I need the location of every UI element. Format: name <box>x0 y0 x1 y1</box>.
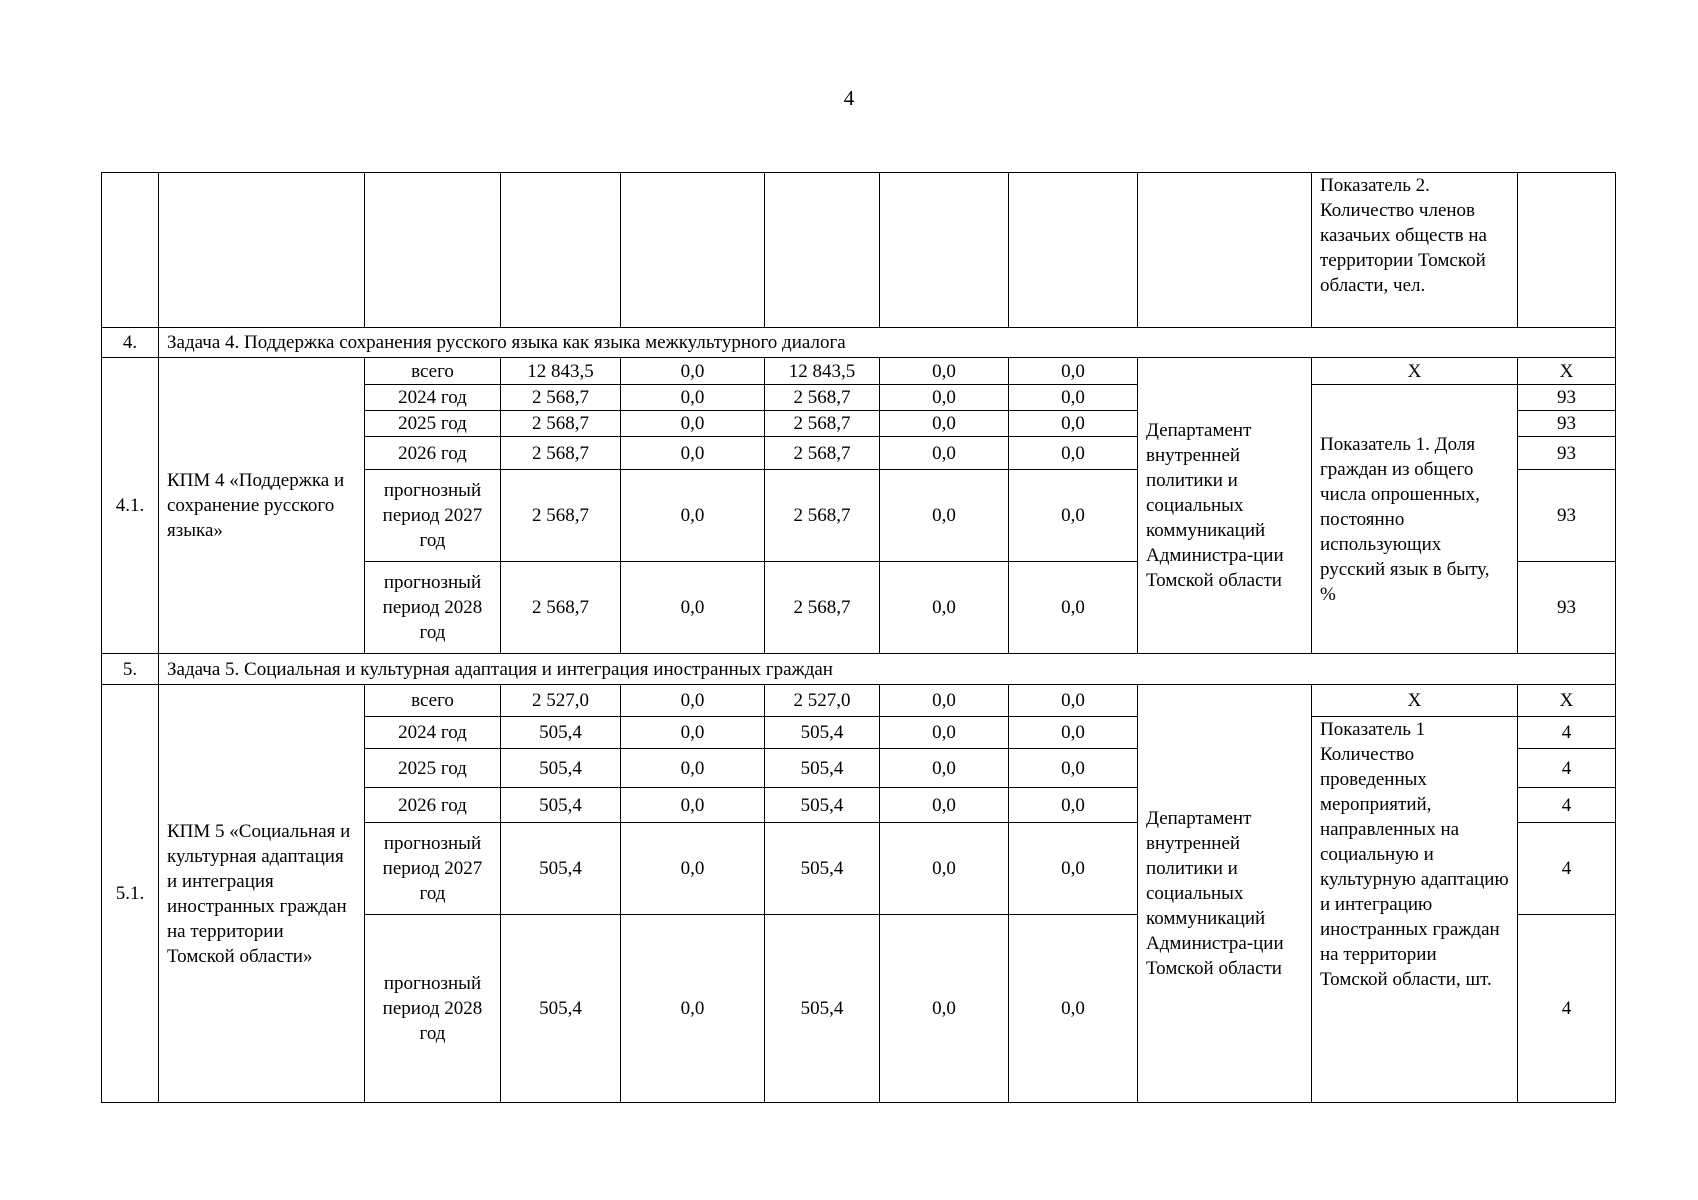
other-value: 0,0 <box>1009 411 1138 437</box>
regional-value: 2 568,7 <box>765 411 880 437</box>
federal-value: 0,0 <box>621 823 765 915</box>
federal-value: 0,0 <box>621 915 765 1103</box>
indicator-value: 93 <box>1518 562 1616 654</box>
period-label: всего <box>365 358 501 385</box>
other-value: 0,0 <box>1009 358 1138 385</box>
local-value: 0,0 <box>880 823 1009 915</box>
indicator-value: 93 <box>1518 437 1616 470</box>
task-title: Задача 4. Поддержка сохранения русского языка как языка межкультурного диалога <box>159 328 1616 358</box>
local-value: 0,0 <box>880 915 1009 1103</box>
local-value: 0,0 <box>880 685 1009 717</box>
other-value: 0,0 <box>1009 788 1138 823</box>
total-value: 2 568,7 <box>501 437 621 470</box>
indicator-cell: Показатель 2. Количество членов казачьих обществ на территории Томской области, чел. <box>1312 173 1518 328</box>
period-label: 2026 год <box>365 437 501 470</box>
federal-value: 0,0 <box>621 385 765 411</box>
local-value: 0,0 <box>880 411 1009 437</box>
period-label: 2024 год <box>365 717 501 749</box>
total-value: 505,4 <box>501 915 621 1103</box>
local-value: 0,0 <box>880 788 1009 823</box>
indicator-value: 93 <box>1518 385 1616 411</box>
regional-value: 12 843,5 <box>765 358 880 385</box>
local-value: 0,0 <box>880 749 1009 788</box>
indicator-cell: Показатель 1 Количество проведенных мероприятий, направленных на социальную и культурную адаптацию и интеграцию иностранных граждан на территории Томской области, шт. <box>1312 717 1518 1103</box>
indicator-cell: Х <box>1312 685 1518 717</box>
total-value: 2 568,7 <box>501 385 621 411</box>
item-number: 4.1. <box>102 358 159 654</box>
local-value: 0,0 <box>880 385 1009 411</box>
task-row <box>102 654 1616 685</box>
federal-value: 0,0 <box>621 788 765 823</box>
period-label: прогнозный период 2027 год <box>365 823 501 915</box>
other-value: 0,0 <box>1009 685 1138 717</box>
period-label: 2025 год <box>365 411 501 437</box>
indicator-value: 4 <box>1518 749 1616 788</box>
task-row <box>102 328 1616 358</box>
table-row <box>102 685 1616 717</box>
total-value: 12 843,5 <box>501 358 621 385</box>
federal-value: 0,0 <box>621 562 765 654</box>
other-value: 0,0 <box>1009 717 1138 749</box>
total-value: 505,4 <box>501 823 621 915</box>
total-value: 505,4 <box>501 788 621 823</box>
local-value: 0,0 <box>880 437 1009 470</box>
indicator-value: 4 <box>1518 823 1616 915</box>
indicator-value: 93 <box>1518 411 1616 437</box>
other-value: 0,0 <box>1009 470 1138 562</box>
local-value: 0,0 <box>880 358 1009 385</box>
regional-value: 505,4 <box>765 749 880 788</box>
other-value: 0,0 <box>1009 823 1138 915</box>
other-value: 0,0 <box>1009 749 1138 788</box>
task-number: 5. <box>102 654 159 685</box>
department-cell: Департамент внутренней политики и социальных коммуникаций Администра-ции Томской области <box>1138 685 1312 1103</box>
page-number: 4 <box>843 86 855 110</box>
department-cell: Департамент внутренней политики и социальных коммуникаций Администра-ции Томской области <box>1138 358 1312 654</box>
regional-value: 505,4 <box>765 915 880 1103</box>
regional-value: 2 568,7 <box>765 470 880 562</box>
other-value: 0,0 <box>1009 915 1138 1103</box>
federal-value: 0,0 <box>621 749 765 788</box>
regional-value: 505,4 <box>765 788 880 823</box>
period-label: прогнозный период 2028 год <box>365 562 501 654</box>
indicator-value: 4 <box>1518 788 1616 823</box>
federal-value: 0,0 <box>621 717 765 749</box>
indicator-value: Х <box>1518 685 1616 717</box>
total-value: 505,4 <box>501 717 621 749</box>
total-value: 2 568,7 <box>501 411 621 437</box>
indicator-value: 4 <box>1518 915 1616 1103</box>
federal-value: 0,0 <box>621 411 765 437</box>
other-value: 0,0 <box>1009 385 1138 411</box>
federal-value: 0,0 <box>621 437 765 470</box>
local-value: 0,0 <box>880 470 1009 562</box>
period-label: прогнозный период 2028 год <box>365 915 501 1103</box>
local-value: 0,0 <box>880 562 1009 654</box>
period-label: 2025 год <box>365 749 501 788</box>
federal-value: 0,0 <box>621 470 765 562</box>
item-name: КПМ 5 «Социальная и культурная адаптация и интеграция иностранных граждан на территории Томской области» <box>159 685 365 1103</box>
period-label: 2024 год <box>365 385 501 411</box>
local-value: 0,0 <box>880 717 1009 749</box>
other-value: 0,0 <box>1009 437 1138 470</box>
indicator-value: 4 <box>1518 717 1616 749</box>
total-value: 505,4 <box>501 749 621 788</box>
item-name: КПМ 4 «Поддержка и сохранение русского языка» <box>159 358 365 654</box>
regional-value: 505,4 <box>765 717 880 749</box>
table-row <box>102 358 1616 385</box>
period-label: прогнозный период 2027 год <box>365 470 501 562</box>
indicator-value: 93 <box>1518 470 1616 562</box>
federal-value: 0,0 <box>621 358 765 385</box>
other-value: 0,0 <box>1009 562 1138 654</box>
item-number: 5.1. <box>102 685 159 1103</box>
total-value: 2 527,0 <box>501 685 621 717</box>
indicator-value: Х <box>1518 358 1616 385</box>
indicator-cell: Х <box>1312 358 1518 385</box>
task-number: 4. <box>102 328 159 358</box>
regional-value: 505,4 <box>765 823 880 915</box>
program-table <box>101 172 1616 1103</box>
regional-value: 2 527,0 <box>765 685 880 717</box>
regional-value: 2 568,7 <box>765 437 880 470</box>
federal-value: 0,0 <box>621 685 765 717</box>
regional-value: 2 568,7 <box>765 385 880 411</box>
total-value: 2 568,7 <box>501 562 621 654</box>
regional-value: 2 568,7 <box>765 562 880 654</box>
period-label: всего <box>365 685 501 717</box>
table-row <box>102 173 1616 328</box>
period-label: 2026 год <box>365 788 501 823</box>
indicator-cell: Показатель 1. Доля граждан из общего числа опрошенных, постоянно использующих русский язык в быту, % <box>1312 385 1518 654</box>
task-title: Задача 5. Социальная и культурная адаптация и интеграция иностранных граждан <box>159 654 1616 685</box>
total-value: 2 568,7 <box>501 470 621 562</box>
